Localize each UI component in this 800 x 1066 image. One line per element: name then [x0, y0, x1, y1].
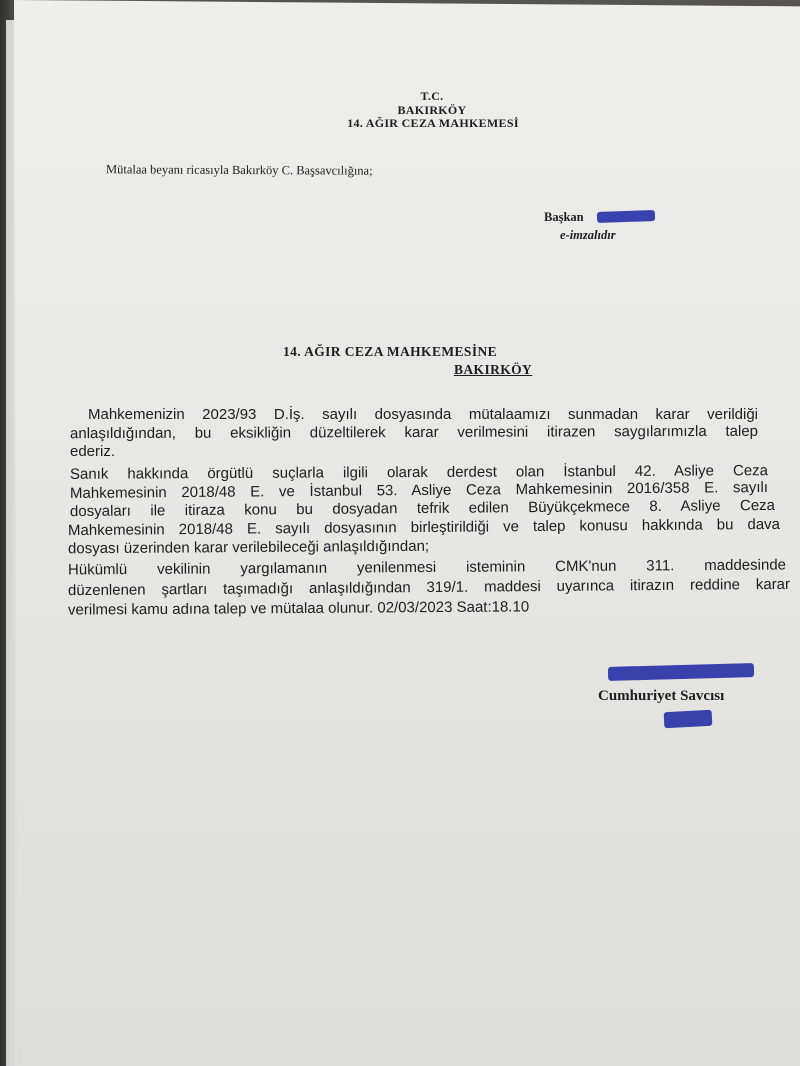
header-court: 14. AĞIR CEZA MAHKEMESİ	[347, 116, 519, 130]
body-line-9: Hükümlü vekilinin yargılamanın yenilenmesi isteminin CMK'nun 311. maddesinde	[67, 556, 787, 579]
redacted-president-name	[597, 210, 655, 223]
header-city: BAKIRKÖY	[397, 103, 467, 117]
recipient-city: BAKIRKÖY	[454, 362, 533, 377]
body-line-5: Mahkemesinin 2018/48 E. ve İstanbul 53. Asliye Ceza Mahkemesinin 2016/358 E. sayılı	[69, 478, 769, 503]
body-line-3: ederiz.	[70, 443, 116, 460]
esignature-note: e-imzalıdır	[560, 228, 616, 242]
header-tc: T.C.	[420, 89, 444, 103]
recipient-court: 14. AĞIR CEZA MAHKEMESİNE	[283, 344, 498, 359]
referral-text: Mütalaa beyanı ricasıyla Bakırköy C. Başsavcılığına;	[105, 162, 373, 178]
body-line-1: Mahkemenizin 2023/93 D.İş. sayılı dosyasında mütalaamızı sunmadan karar verildiği	[88, 406, 758, 423]
body-line-10: düzenlenen şartları taşımadığı anlaşıldığından 319/1. maddesi uyarınca itirazın reddine karar	[67, 575, 791, 600]
president-title: Başkan	[544, 210, 584, 224]
body-line-2: anlaşıldığından, bu eksikliğin düzeltilerek karar verilmesini itirazen saygılarımızla talep	[69, 422, 759, 443]
prosecutor-title: Cumhuriyet Savcısı	[598, 688, 725, 704]
redacted-prosecutor-name	[608, 663, 754, 681]
redacted-prosecutor-id	[664, 710, 713, 728]
body-line-4: Sanık hakkında örgütlü suçlarla ilgili olarak derdest olan İstanbul 42. Asliye Ceza	[69, 462, 769, 483]
body-line-11: verilmesi kamu adına talep ve mütalaa olunur. 02/03/2023 Saat:18.10	[67, 598, 530, 619]
body-line-7: Mahkemesinin 2018/48 E. sayılı dosyasının birleştirildiği ve talep konusu hakkında bu dava	[67, 515, 781, 540]
body-line-8: dosyası üzerinden karar verilebileceği anlaşıldığından;	[67, 537, 430, 558]
body-line-6: dosyaları ile itiraza konu bu dosyadan tefrik edilen Büyükçekmece 8. Asliye Ceza	[69, 496, 776, 521]
